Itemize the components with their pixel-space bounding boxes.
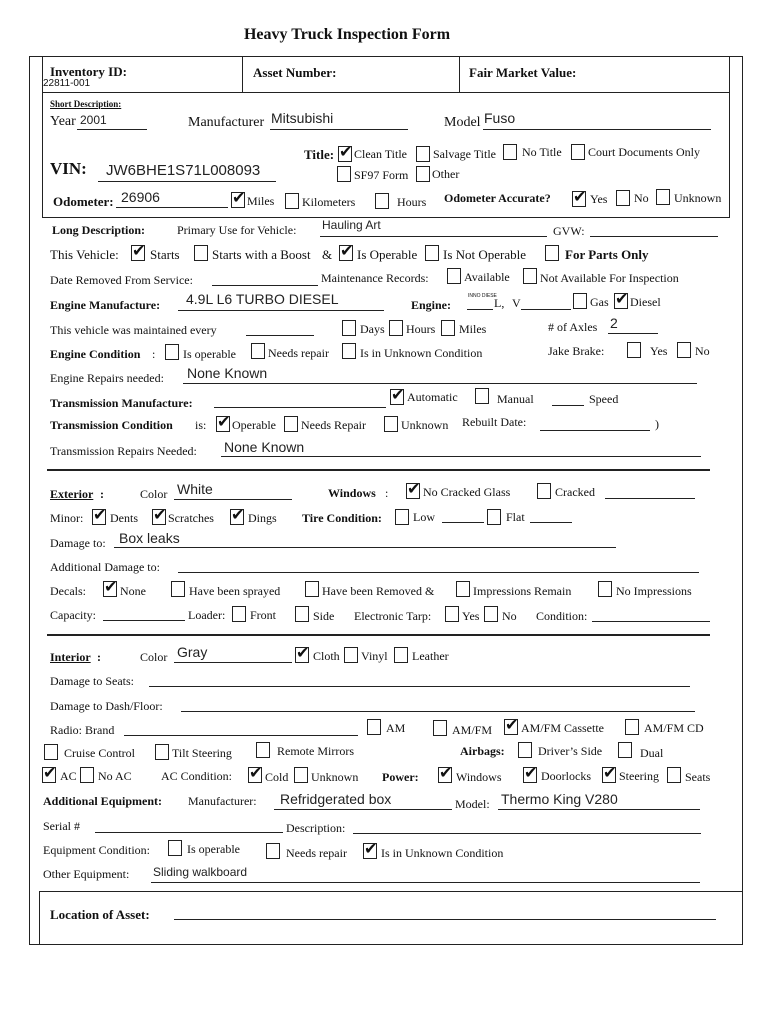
tilt-steering-checkbox[interactable] (155, 744, 169, 760)
checkmark-icon: ✔ (615, 289, 629, 308)
checkmark-icon: ✔ (391, 385, 405, 404)
location-label: Location of Asset: (50, 907, 150, 922)
date-removed-label: Date Removed From Service: (50, 273, 193, 287)
cruise-control-checkbox[interactable] (44, 744, 58, 760)
clean-title-checkbox[interactable] (338, 142, 353, 162)
radio-cassette-checkbox[interactable] (504, 715, 519, 735)
maintained-every-label: This vehicle was maintained every (50, 323, 217, 337)
odometer-label: Odometer: (53, 194, 114, 209)
axles-line (608, 333, 658, 334)
loader-front-label: Front (250, 608, 277, 622)
jake-yes-label: Yes (650, 344, 668, 358)
model-label: Model (444, 115, 481, 130)
checkmark-icon: ✔ (439, 763, 453, 782)
date-removed-line (212, 285, 318, 286)
diesel-checkbox[interactable] (614, 289, 629, 309)
additional-model-value[interactable]: Thermo King V280 (501, 791, 618, 807)
is-operable-checkbox[interactable] (339, 241, 354, 261)
exterior-color-value[interactable]: White (177, 481, 213, 497)
transmission-condition-is: is: (195, 418, 207, 432)
jake-brake-label: Jake Brake: (548, 344, 605, 358)
transmission-manufacture-line (214, 407, 386, 408)
year-value[interactable]: 2001 (80, 113, 107, 127)
interior-color-label: Color (140, 650, 168, 664)
driver-side-label: Driver’s Side (538, 744, 603, 758)
dents-checkbox[interactable] (92, 505, 107, 525)
tire-condition-label: Tire Condition: (302, 511, 382, 525)
loader-front-checkbox[interactable] (232, 606, 246, 622)
remote-mirrors-checkbox[interactable] (256, 742, 270, 758)
radio-brand-label: Radio: Brand (50, 723, 115, 737)
odometer-no-label: No (634, 191, 649, 205)
description-label: Description: (286, 821, 346, 835)
left-rule-bottom (39, 891, 40, 945)
starts-checkbox[interactable] (131, 241, 146, 261)
checkmark-icon: ✔ (132, 241, 146, 260)
checkmark-icon: ✔ (364, 839, 378, 858)
cracked-line (605, 498, 695, 499)
equipment-repair-checkbox[interactable] (266, 843, 280, 859)
checkmark-icon: ✔ (217, 412, 231, 431)
miles-label: Miles (247, 194, 275, 208)
transmission-condition-label: Transmission Condition (50, 418, 173, 432)
parts-only-checkbox[interactable] (545, 245, 559, 261)
decals-label: Decals: (50, 584, 86, 598)
court-documents-checkbox[interactable] (571, 144, 585, 160)
transmission-repairs-value[interactable]: None Known (224, 439, 305, 455)
power-steering-label: Steering (619, 769, 659, 783)
right-rule-top (729, 93, 730, 217)
tarp-no-label: No (502, 609, 517, 623)
gvw-label: GVW: (553, 224, 585, 238)
hours-checkbox[interactable] (375, 193, 389, 209)
odometer-no-checkbox[interactable] (616, 190, 630, 206)
power-windows-checkbox[interactable] (438, 763, 453, 783)
odometer-yes-checkbox[interactable] (572, 187, 587, 207)
tire-low-checkbox[interactable] (395, 509, 409, 525)
radio-am-label: AM (386, 721, 406, 735)
other-title-checkbox[interactable] (416, 166, 430, 182)
loader-side-checkbox[interactable] (295, 606, 309, 622)
odometer-line (116, 207, 228, 208)
ac-cold-checkbox[interactable] (248, 763, 263, 783)
cloth-checkbox[interactable] (295, 643, 310, 663)
tarp-condition-label: Condition: (536, 609, 588, 623)
power-windows-label: Windows (456, 770, 502, 784)
additional-damage-line (178, 572, 699, 573)
maintenance-records-label: Maintenance Records: (321, 271, 429, 285)
additional-model-label: Model: (455, 797, 490, 811)
power-label: Power: (382, 770, 419, 784)
ac-checkbox[interactable] (42, 763, 57, 783)
gas-checkbox[interactable] (573, 293, 587, 309)
cracked-checkbox[interactable] (537, 483, 551, 499)
loader-side-label: Side (313, 609, 335, 623)
interior-color-value[interactable]: Gray (177, 644, 208, 660)
rebuilt-date-line (540, 430, 650, 431)
left-rule-top (42, 93, 43, 217)
speed-label: Speed (589, 392, 619, 406)
checkmark-icon: ✔ (231, 505, 245, 524)
checkmark-icon: ✔ (249, 763, 263, 782)
ac-cold-label: Cold (265, 770, 289, 784)
radio-cd-checkbox[interactable] (625, 719, 639, 735)
engine-condition-colon: : (152, 347, 156, 361)
capacity-line (103, 620, 185, 621)
no-cracked-glass-label: No Cracked Glass (423, 485, 511, 499)
odometer-accurate-label: Odometer Accurate? (444, 191, 551, 205)
tarp-yes-label: Yes (462, 609, 480, 623)
interior-color-line (174, 662, 292, 663)
checkmark-icon: ✔ (603, 763, 617, 782)
description-line (353, 833, 701, 834)
tire-flat-checkbox[interactable] (487, 509, 501, 525)
maintained-every-line (246, 335, 314, 336)
other-equipment-label: Other Equipment: (43, 867, 130, 881)
no-title-label: No Title (522, 145, 562, 159)
maint-hours-label: Hours (406, 322, 436, 336)
radio-amfm-checkbox[interactable] (433, 720, 447, 736)
no-title-checkbox[interactable] (503, 144, 517, 160)
removed-label: Have been Removed & (322, 584, 435, 598)
engine-label: Engine: (411, 298, 452, 312)
exterior-color-label: Color (140, 487, 168, 501)
damage-seats-line (149, 686, 690, 687)
additional-mfr-value[interactable]: Refridgerated box (280, 791, 392, 807)
tarp-no-checkbox[interactable] (484, 606, 498, 622)
other-equipment-line (151, 882, 700, 883)
checkmark-icon: ✔ (573, 187, 587, 206)
odometer-unknown-label: Unknown (674, 191, 722, 205)
power-steering-checkbox[interactable] (602, 763, 617, 783)
engine-condition-label: Engine Condition (50, 347, 141, 361)
rebuilt-date-label: Rebuilt Date: (462, 415, 527, 429)
starts-label: Starts (150, 247, 180, 262)
checkmark-icon: ✔ (340, 241, 354, 260)
capacity-label: Capacity: (50, 608, 96, 622)
decals-none-label: None (120, 584, 146, 598)
sprayed-checkbox[interactable] (171, 581, 185, 597)
tarp-condition-line (592, 621, 710, 622)
exterior-colon: : (100, 487, 104, 501)
power-seats-label: Seats (685, 770, 711, 784)
serial-line (95, 832, 283, 833)
kilometers-checkbox[interactable] (285, 193, 299, 209)
dents-label: Dents (110, 511, 138, 525)
odometer-value[interactable]: 26906 (121, 189, 160, 205)
impressions-remain-checkbox[interactable] (456, 581, 470, 597)
equipment-repair-label: Needs repair (286, 846, 347, 860)
decals-none-checkbox[interactable] (103, 577, 118, 597)
court-documents-label: Court Documents Only (588, 145, 700, 159)
parts-only-label: For Parts Only (565, 247, 649, 262)
serial-label: Serial # (43, 819, 80, 833)
equipment-unknown-checkbox[interactable] (363, 839, 378, 859)
leather-label: Leather (412, 649, 449, 663)
scratches-label: Scratches (168, 511, 214, 525)
transmission-operable-label: Operable (232, 418, 276, 432)
transmission-repair-label: Needs Repair (301, 418, 366, 432)
other-title-label: Other (432, 167, 460, 181)
checkmark-icon: ✔ (93, 505, 107, 524)
starts-with-boost-checkbox[interactable] (194, 245, 208, 261)
no-impressions-label: No Impressions (616, 584, 692, 598)
engine-v-label: V (512, 296, 521, 310)
this-vehicle-label: This Vehicle: (50, 247, 119, 262)
tilt-steering-label: Tilt Steering (172, 746, 232, 760)
additional-damage-label: Additional Damage to: (50, 560, 160, 574)
tire-low-line (442, 522, 484, 523)
minor-label: Minor: (50, 511, 84, 525)
removed-checkbox[interactable] (305, 581, 319, 597)
checkmark-icon: ✔ (407, 479, 421, 498)
dings-label: Dings (248, 511, 277, 525)
jake-yes-checkbox[interactable] (627, 342, 641, 358)
automatic-checkbox[interactable] (390, 385, 405, 405)
short-description-label: Short Description: (50, 99, 122, 109)
transmission-manufacture-label: Transmission Manufacture: (50, 396, 193, 410)
transmission-repair-checkbox[interactable] (284, 416, 298, 432)
vin-line (98, 181, 276, 182)
equipment-condition-label: Equipment Condition: (43, 843, 150, 857)
equipment-unknown-label: Is in Unknown Condition (381, 846, 504, 860)
header-box (42, 56, 730, 93)
header-divider-1 (242, 56, 243, 93)
damage-dash-line (181, 711, 695, 712)
cracked-label: Cracked (555, 485, 595, 499)
additional-mfr-label: Manufacturer: (188, 794, 257, 808)
manufacturer-label: Manufacturer (188, 115, 265, 130)
year-line (77, 129, 147, 130)
checkmark-icon: ✔ (524, 763, 538, 782)
vinyl-checkbox[interactable] (344, 647, 358, 663)
checkmark-icon: ✔ (339, 142, 353, 161)
sprayed-label: Have been sprayed (189, 584, 281, 598)
maint-miles-checkbox[interactable] (441, 320, 455, 336)
form-title: Heavy Truck Inspection Form (243, 26, 451, 43)
asset-number-label: Asset Number: (253, 65, 337, 80)
dual-airbag-label: Dual (640, 746, 664, 760)
engine-operable-label: Is operable (183, 347, 236, 361)
checkmark-icon: ✔ (153, 505, 167, 524)
section-rule-location (39, 891, 743, 892)
tire-low-label: Low (413, 510, 435, 524)
tire-flat-label: Flat (506, 510, 525, 524)
days-checkbox[interactable] (342, 320, 356, 336)
electronic-tarp-label: Electronic Tarp: (354, 609, 432, 623)
transmission-unknown-label: Unknown (401, 418, 449, 432)
primary-use-value[interactable]: Hauling Art (322, 218, 381, 232)
records-not-available-label: Not Available For Inspection (540, 271, 679, 285)
radio-cassette-label: AM/FM Cassette (521, 721, 605, 735)
transmission-operable-checkbox[interactable] (216, 412, 231, 432)
ampersand: & (322, 247, 333, 262)
is-operable-label: Is Operable (357, 247, 418, 262)
odometer-unknown-checkbox[interactable] (656, 189, 670, 205)
scratches-checkbox[interactable] (152, 505, 167, 525)
equipment-operable-checkbox[interactable] (168, 840, 182, 856)
salvage-title-label: Salvage Title (433, 147, 497, 161)
cruise-control-label: Cruise Control (64, 746, 135, 760)
primary-use-line (320, 236, 547, 237)
section-rule-exterior (47, 469, 710, 471)
remote-mirrors-label: Remote Mirrors (277, 744, 354, 758)
no-ac-label: No AC (98, 769, 132, 783)
exterior-color-line (174, 499, 292, 500)
ac-label: AC (60, 769, 77, 783)
engine-unknown-label: Is in Unknown Condition (360, 346, 483, 360)
additional-mfr-line (274, 809, 452, 810)
additional-equipment-label: Additional Equipment: (43, 794, 163, 808)
driver-side-checkbox[interactable] (518, 742, 532, 758)
clean-title-label: Clean Title (354, 147, 408, 161)
radio-brand-line (124, 735, 358, 736)
records-available-label: Available (464, 270, 510, 284)
dual-airbag-checkbox[interactable] (618, 742, 632, 758)
interior-colon: : (97, 650, 101, 664)
header-divider-2 (459, 56, 460, 93)
ac-unknown-checkbox[interactable] (294, 767, 308, 783)
manual-checkbox[interactable] (475, 388, 489, 404)
engine-repairs-value[interactable]: None Known (187, 365, 268, 381)
engine-manufacture-label: Engine Manufacture: (50, 298, 161, 312)
no-impressions-checkbox[interactable] (598, 581, 612, 597)
engine-l-label: L, (494, 296, 505, 310)
days-label: Days (360, 322, 385, 336)
checkmark-icon: ✔ (232, 188, 246, 207)
engine-repairs-line (183, 383, 697, 384)
fair-market-value-label: Fair Market Value: (469, 65, 577, 80)
radio-cd-label: AM/FM CD (644, 721, 704, 735)
checkmark-icon: ✔ (296, 643, 310, 662)
interior-label: Interior (50, 650, 91, 664)
not-operable-label: Is Not Operable (443, 247, 527, 262)
jake-no-label: No (695, 344, 710, 358)
engine-needs-repair-label: Needs repair (268, 346, 329, 360)
engine-manufacture-line (178, 310, 384, 311)
kilometers-label: Kilometers (302, 195, 356, 209)
location-line (174, 919, 716, 920)
equipment-operable-label: Is operable (187, 842, 240, 856)
no-cracked-glass-checkbox[interactable] (406, 479, 421, 499)
vin-label: VIN: (50, 159, 87, 178)
ac-condition-label: AC Condition: (161, 769, 233, 783)
additional-model-line (498, 809, 700, 810)
inventory-label: Inventory ID: (50, 64, 127, 79)
transmission-unknown-checkbox[interactable] (384, 416, 398, 432)
starts-with-boost-label: Starts with a Boost (212, 247, 311, 262)
section-rule-1 (42, 217, 730, 218)
checkmark-icon: ✔ (104, 577, 118, 596)
manufacturer-value[interactable]: Mitsubishi (271, 110, 334, 126)
leather-checkbox[interactable] (394, 647, 408, 663)
windows-label: Windows (328, 486, 376, 500)
vinyl-label: Vinyl (361, 649, 388, 663)
section-rule-interior (47, 634, 710, 636)
primary-use-label: Primary Use for Vehicle: (177, 223, 297, 237)
windows-colon: : (385, 486, 389, 500)
checkmark-icon: ✔ (43, 763, 57, 782)
sf97-checkbox[interactable] (337, 166, 351, 182)
engine-repairs-label: Engine Repairs needed: (50, 371, 164, 385)
transmission-repairs-label: Transmission Repairs Needed: (50, 444, 197, 458)
cloth-label: Cloth (313, 649, 340, 663)
jake-no-checkbox[interactable] (677, 342, 691, 358)
tarp-yes-checkbox[interactable] (445, 606, 459, 622)
ac-unknown-label: Unknown (311, 770, 359, 784)
automatic-label: Automatic (407, 390, 458, 404)
power-seats-checkbox[interactable] (667, 767, 681, 783)
checkmark-icon: ✔ (505, 715, 519, 734)
year-label: Year (50, 114, 76, 129)
radio-amfm-label: AM/FM (452, 723, 493, 737)
not-operable-checkbox[interactable] (425, 245, 439, 261)
manual-label: Manual (497, 392, 534, 406)
axles-value[interactable]: 2 (610, 315, 618, 331)
rebuilt-date-paren: ) (655, 417, 659, 431)
axles-label: # of Axles (548, 320, 598, 334)
miles-checkbox[interactable] (231, 188, 246, 208)
engine-v-line (521, 309, 571, 310)
damage-seats-label: Damage to Seats: (50, 674, 134, 688)
vin-value[interactable]: JW6BHE1S71L008093 (106, 162, 261, 179)
airbags-label: Airbags: (460, 744, 505, 758)
hours-label: Hours (397, 195, 427, 209)
speed-line (552, 405, 584, 406)
impressions-remain-label: Impressions Remain (473, 584, 572, 598)
engine-unknown-checkbox[interactable] (342, 343, 356, 359)
records-available-checkbox[interactable] (447, 268, 461, 284)
records-not-available-checkbox[interactable] (523, 268, 537, 284)
maint-hours-checkbox[interactable] (389, 320, 403, 336)
other-equipment-value[interactable]: Sliding walkboard (153, 865, 248, 879)
engine-tiny-text: INNO DIESE (468, 293, 497, 299)
engine-manufacture-value[interactable]: 4.9L L6 TURBO DIESEL (186, 291, 339, 307)
no-ac-checkbox[interactable] (80, 767, 94, 783)
damage-to-label: Damage to: (50, 536, 106, 550)
damage-to-line (114, 547, 616, 548)
gas-label: Gas (590, 295, 609, 309)
engine-l-line (467, 309, 493, 310)
model-value[interactable]: Fuso (484, 110, 516, 126)
salvage-title-checkbox[interactable] (416, 146, 430, 162)
title-label: Title: (304, 147, 335, 162)
engine-operable-checkbox[interactable] (165, 344, 179, 360)
diesel-label: Diesel (630, 295, 661, 309)
engine-needs-repair-checkbox[interactable] (251, 343, 265, 359)
dings-checkbox[interactable] (230, 505, 245, 525)
gvw-line (590, 236, 718, 237)
loader-label: Loader: (188, 608, 226, 622)
transmission-repairs-line (221, 456, 701, 457)
model-line (483, 129, 711, 130)
odometer-yes-label: Yes (590, 192, 608, 206)
power-doorlocks-label: Doorlocks (541, 769, 591, 783)
maint-miles-label: Miles (459, 322, 487, 336)
inventory-value[interactable]: 22811-001 (43, 78, 91, 89)
manufacturer-line (270, 129, 408, 130)
damage-to-value[interactable]: Box leaks (119, 530, 180, 546)
exterior-label: Exterior (50, 487, 94, 501)
long-description-label: Long Description: (52, 223, 145, 237)
power-doorlocks-checkbox[interactable] (523, 763, 538, 783)
damage-dash-label: Damage to Dash/Floor: (50, 699, 163, 713)
sf97-label: SF97 Form (354, 168, 409, 182)
radio-am-checkbox[interactable] (367, 719, 381, 735)
tire-flat-line (530, 522, 572, 523)
